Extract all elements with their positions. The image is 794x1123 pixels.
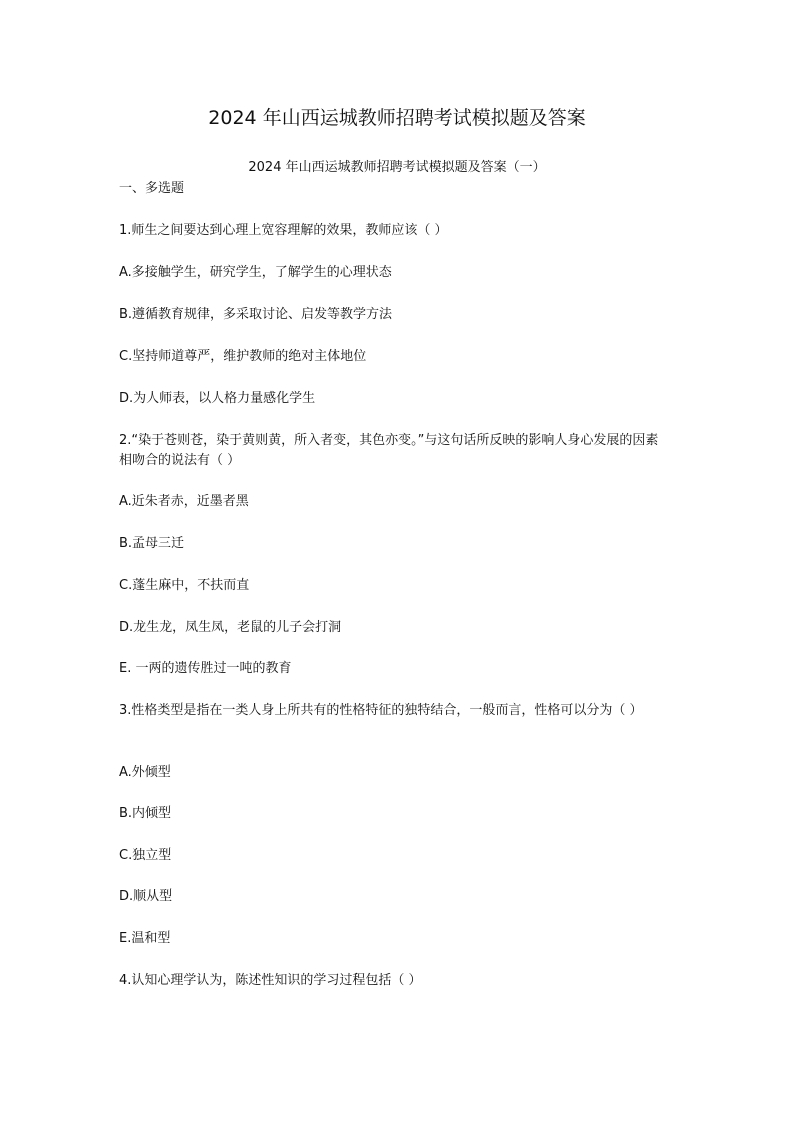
question-3-option-d: D.顺从型	[119, 889, 173, 904]
question-3-option-e: E.温和型	[119, 931, 171, 946]
question-4: 4.认知心理学认为，陈述性知识的学习过程包括（ ）	[119, 973, 422, 988]
question-3: 3.性格类型是指在一类人身上所共有的性格特征的独特结合，一般而言，性格可以分为（ ）	[119, 703, 643, 718]
document-subtitle: 2024 年山西运城教师招聘考试模拟题及答案（一）	[248, 160, 546, 175]
question-1-option-c: C.坚持师道尊严，维护教师的绝对主体地位	[119, 349, 367, 364]
question-2-option-d: D.龙生龙，凤生凤，老鼠的儿子会打洞	[119, 620, 342, 635]
question-3-option-b: B.内倾型	[119, 806, 172, 821]
question-3-option-c: C.独立型	[119, 848, 172, 863]
document-title: 2024 年山西运城教师招聘考试模拟题及答案	[208, 107, 586, 129]
question-2-option-e: E. 一两的遗传胜过一吨的教育	[119, 661, 292, 676]
question-2-option-a: A.近朱者赤，近墨者黑	[119, 494, 249, 509]
question-2-option-b: B.孟母三迁	[119, 536, 185, 551]
question-1-option-b: B.遵循教育规律，多采取讨论、启发等教学方法	[119, 307, 393, 322]
question-1-option-d: D.为人师表，以人格力量感化学生	[119, 391, 316, 406]
question-3-option-a: A.外倾型	[119, 765, 171, 780]
question-1: 1.师生之间要达到心理上宽容理解的效果，教师应该（ ）	[119, 223, 448, 238]
question-2-option-c: C.蓬生麻中，不扶而直	[119, 578, 250, 593]
section-heading: 一、多选题	[119, 181, 185, 196]
question-1-option-a: A.多接触学生，研究学生，了解学生的心理状态	[119, 265, 392, 280]
question-2: 2.“染于苍则苍，染于黄则黄，所入者变，其色亦变。”与这句话所反映的影响人身心发展的因素相吻合的说法有（ ）	[119, 433, 659, 468]
